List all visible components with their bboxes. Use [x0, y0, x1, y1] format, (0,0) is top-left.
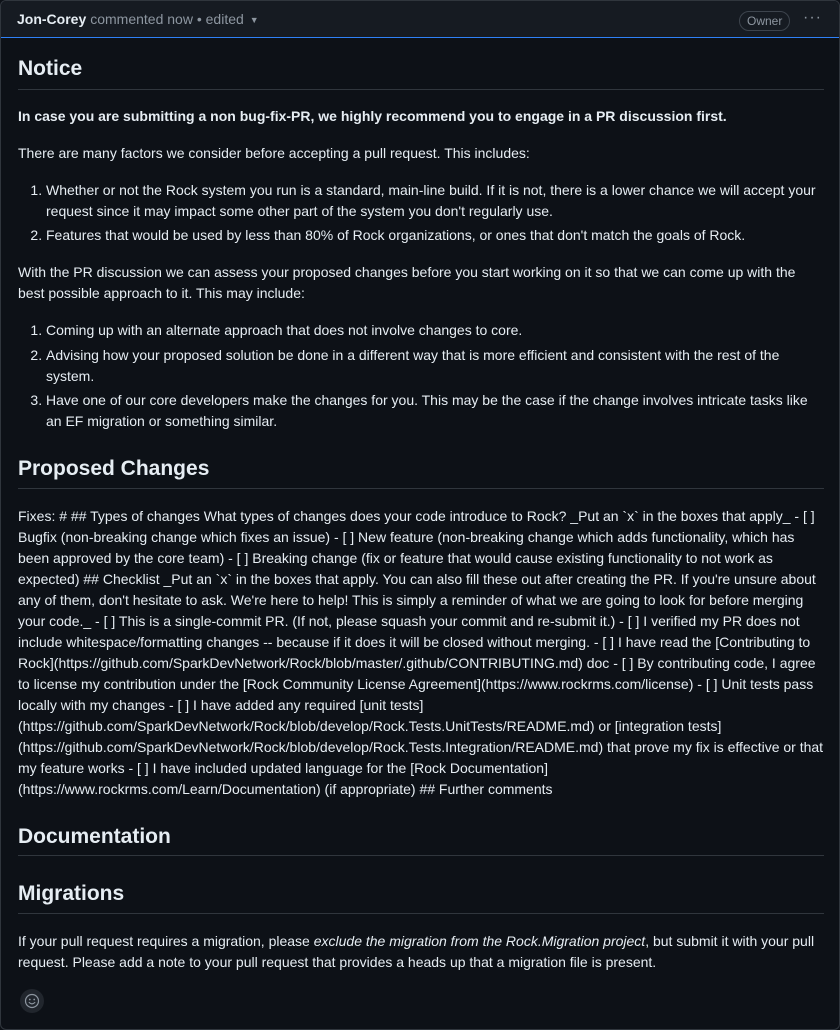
list-item: 3. Have one of our core developers make the changes for you. This may be the case if the change involves intricate tasks like an EF migration or something similar.	[46, 390, 824, 432]
proposed-heading: Proposed Changes	[18, 456, 824, 489]
notice-heading: Notice	[18, 56, 824, 90]
proposed-section	[18, 456, 824, 489]
notice-section	[18, 56, 824, 90]
comment-header	[1, 1, 839, 38]
list-item: 2. Advising how your proposed solution be done in a different way that is more efficient and consistent with the rest of the system.	[46, 345, 824, 387]
comment-author[interactable]: Jon-Corey	[17, 10, 87, 27]
migrations-text-after: , but submit it with your pull request. Please add a note to your pull request that provides a heads up that a migration file is present.	[18, 933, 815, 970]
migrations-section	[18, 881, 824, 914]
documentation-section	[18, 824, 824, 856]
discussion-paragraph: With the PR discussion we can assess your proposed changes before you start working on it so that we can come up with the best possible approach to it. This may include:	[18, 264, 796, 301]
comment-meta[interactable]: commented now • edited	[90, 10, 244, 27]
owner-badge: Owner	[739, 11, 790, 31]
migrations-text	[18, 931, 824, 973]
list-item: 1. Coming up with an alternate approach that does not involve changes to core.	[46, 320, 824, 341]
edit-history-caret-icon[interactable]: ▼	[249, 14, 259, 25]
approaches-list	[18, 320, 824, 432]
list-item: 1. Whether or not the Rock system you run is a standard, main-line build. If it is not, there is a lower chance we will accept your request since it may impact some other part of the system you don't regularly use.	[46, 180, 824, 222]
migrations-text-before: If your pull request requires a migration, please	[18, 933, 314, 949]
notice-intro: There are many factors we consider before accepting a pull request. This includes:	[18, 145, 530, 161]
migrations-heading: Migrations	[18, 881, 824, 914]
documentation-heading: Documentation	[18, 824, 824, 856]
notice-bold-line: In case you are submitting a non bug-fix-PR, we highly recommend you to engage in a PR discussion first.	[18, 108, 727, 124]
smiley-icon	[24, 993, 40, 1009]
proposed-text: Fixes: # ## Types of changes What types of changes does your code introduce to Rock? _Put an `x` in the boxes that apply_ - [ ] Bugfix (non-breaking change which fixes an issue) - [ ] New feature (non-breaking change which adds functionality, which has been approved by the core team) - [ ] Breaking change (fix or feature that would cause existing functionality to not work as expected) ## Checklist _Put an `x` in the boxes that apply. You can also fill these out after creating the PR. If you're unsure about any of them, don't hesitate to ask. We're here to help! This is simply a reminder of what we are going to look for before merging your code._ - [ ] This is a single-commit PR. (If not, please squash your commit and re-submit it.) - [ ] I verified my PR does not include whitespace/formatting changes -- because if it does it will be closed without merging. - [ ] I have read the [Contributing to Rock](https://github.com/SparkDevNetwork/Rock/blob/master/.github/CONTRIBUTING.md) doc - [ ] By contributing code, I agree to license my contribution under the [Rock Community License Agreement](https://www.rockrms.com/license) - [ ] Unit tests pass locally with my changes - [ ] I have added any required [unit tests](https://github.com/SparkDevNetwork/Rock/blob/develop/Rock.Tests.UnitTests/README.md) or [integration tests](https://github.com/SparkDevNetwork/Rock/blob/develop/Rock.Tests.Integration/README.md) that prove my fix is effective or that my feature works - [ ] I have included updated language for the [Rock Documentation](https://www.rockrms.com/Learn/Documentation) (if appropriate) ## Further comments	[18, 508, 824, 797]
kebab-menu-icon[interactable]: ···	[803, 9, 822, 26]
factors-list	[18, 180, 824, 246]
migrations-text-emphasis: exclude the migration from the Rock.Migration project	[313, 933, 646, 949]
list-item: 2. Features that would be used by less than 80% of Rock organizations, or ones that don't match the goals of Rock.	[46, 225, 824, 246]
add-reaction-button[interactable]	[20, 989, 44, 1013]
